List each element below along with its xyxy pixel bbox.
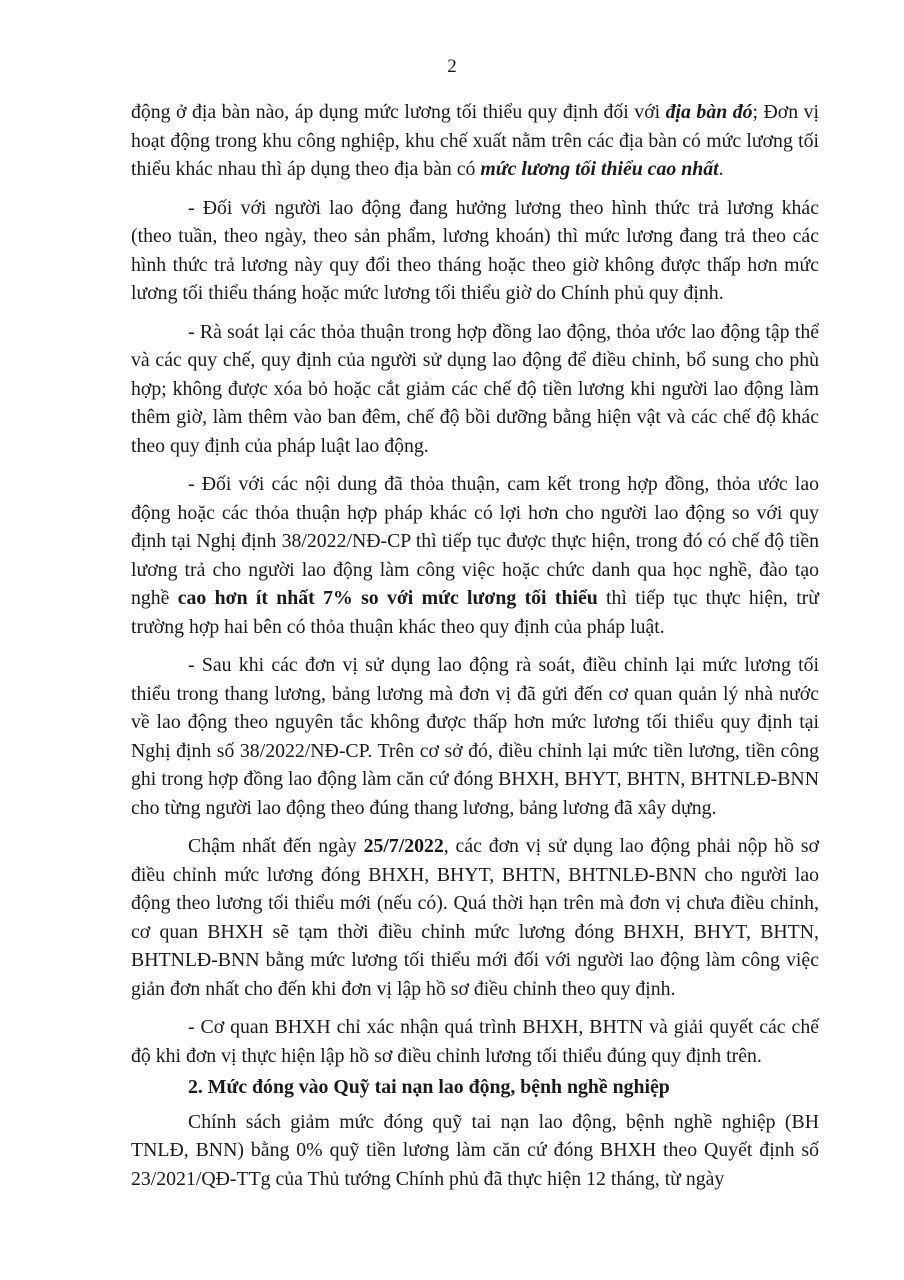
paragraph-6-text-a: Chậm nhất đến ngày [188,835,364,857]
emphasis-dia-ban-do: địa bàn đó [665,101,753,123]
paragraph-1-text-c: ; Đơn vị hoạt động trong khu công nghiệp, khu chế xuất nằm trên các địa bàn có mức lương tối thiểu khác nhau thì áp dụng theo địa bàn có [131,101,820,180]
paragraph-4-text-a: - Đối với các nội dung đã thỏa thuận, cam kết trong hợp đồng, thỏa ước lao động hoặc các thỏa thuận hợp pháp khác có lợi hơn cho người lao động so với quy định tại Nghị định 38/2022/NĐ-CP thì tiếp tục được thực hiện, trong đó có chế độ tiền lương trả cho người lao động làm công việc hoặc chức danh qua học nghề, đào tạo nghề [131,473,819,609]
emphasis-muc-luong-cao-nhat: mức lương tối thiểu cao nhất [480,158,719,180]
paragraph-3: - Rà soát lại các thỏa thuận trong hợp đồng lao động, thỏa ước lao động tập thể và các quy chế, quy định của người sử dụng lao động để điều chỉnh, bổ sung cho phù hợp; không được xóa bỏ hoặc cắt giảm các chế độ tiền lương khi người lao động làm thêm giờ, làm thêm vào ban đêm, chế độ bồi dưỡng bằng hiện vật và các chế độ khác theo quy định của pháp luật lao động. [131,320,819,457]
emphasis-cao-hon-7-percent: cao hơn ít nhất 7% so với mức lương tối thiểu [177,587,598,609]
document-body [131,98,819,1203]
paragraph-1 [131,98,819,184]
paragraph-4 [131,470,819,641]
paragraph-7: - Cơ quan BHXH chỉ xác nhận quá trình BHXH, BHTN và giải quyết các chế độ khi đơn vị thực hiện lập hồ sơ điều chỉnh lương tối thiểu đúng quy định trên. [131,1016,819,1067]
page-number: 2 [447,56,457,77]
paragraph-6-text-c: , các đơn vị sử dụng lao động phải nộp hồ sơ điều chỉnh mức lương đóng BHXH, BHYT, BHTN, BHTNLĐ-BNN cho người lao động theo lương tối thiểu mới (nếu có). Quá thời hạn trên mà đơn vị chưa điều chỉnh, cơ quan BHXH sẽ tạm thời điều chỉnh mức lương đóng BHXH, BHYT, BHTN, BHTNLĐ-BNN bằng mức lương tối thiểu mới đối với người lao động làm công việc giản đơn nhất cho đến khi đơn vị lập hồ sơ điều chỉnh theo quy định. [131,835,819,1000]
paragraph-1-text-e: . [718,158,724,180]
paragraph-8: Chính sách giảm mức đóng quỹ tai nạn lao động, bệnh nghề nghiệp (BH TNLĐ, BNN) bằng 0% quỹ tiền lương làm căn cứ đóng BHXH theo Quyết định số 23/2021/QĐ-TTg của Thủ tướng Chính phủ đã thực hiện 12 tháng, từ ngày [131,1110,819,1190]
section-heading: 2. Mức đóng vào Quỹ tai nạn lao động, bệnh nghề nghiệp [188,1076,670,1098]
paragraph-5: - Sau khi các đơn vị sử dụng lao động rà soát, điều chỉnh lại mức lương tối thiểu trong thang lương, bảng lương mà đơn vị đã gửi đến cơ quan quản lý nhà nước về lao động theo nguyên tắc không được thấp hơn mức lương tối thiểu quy định tại Nghị định số 38/2022/NĐ-CP. Trên cơ sở đó, điều chỉnh lại mức tiền lương, tiền công ghi trong hợp đồng lao động làm căn cứ đóng BHXH, BHYT, BHTN, BHTNLĐ-BNN cho từng người lao động theo đúng thang lương, bảng lương đã xây dựng. [131,654,819,819]
paragraph-1-text-a: động ở địa bàn nào, áp dụng mức lương tối thiểu quy định đối với [131,101,666,123]
paragraph-6 [131,832,819,1003]
emphasis-deadline-date: 25/7/2022 [363,835,444,857]
paragraph-2: - Đối với người lao động đang hưởng lương theo hình thức trả lương khác (theo tuần, theo ngày, theo sản phẩm, lương khoán) thì mức lương đang trả theo các hình thức trả lương này quy đổi theo tháng hoặc theo giờ không được thấp hơn mức lương tối thiểu tháng hoặc mức lương tối thiểu giờ do Chính phủ quy định. [131,196,819,304]
paragraph-4-text-c: thì tiếp tục thực hiện, trừ trường hợp hai bên có thỏa thuận khác theo quy định của pháp luật. [131,587,819,638]
